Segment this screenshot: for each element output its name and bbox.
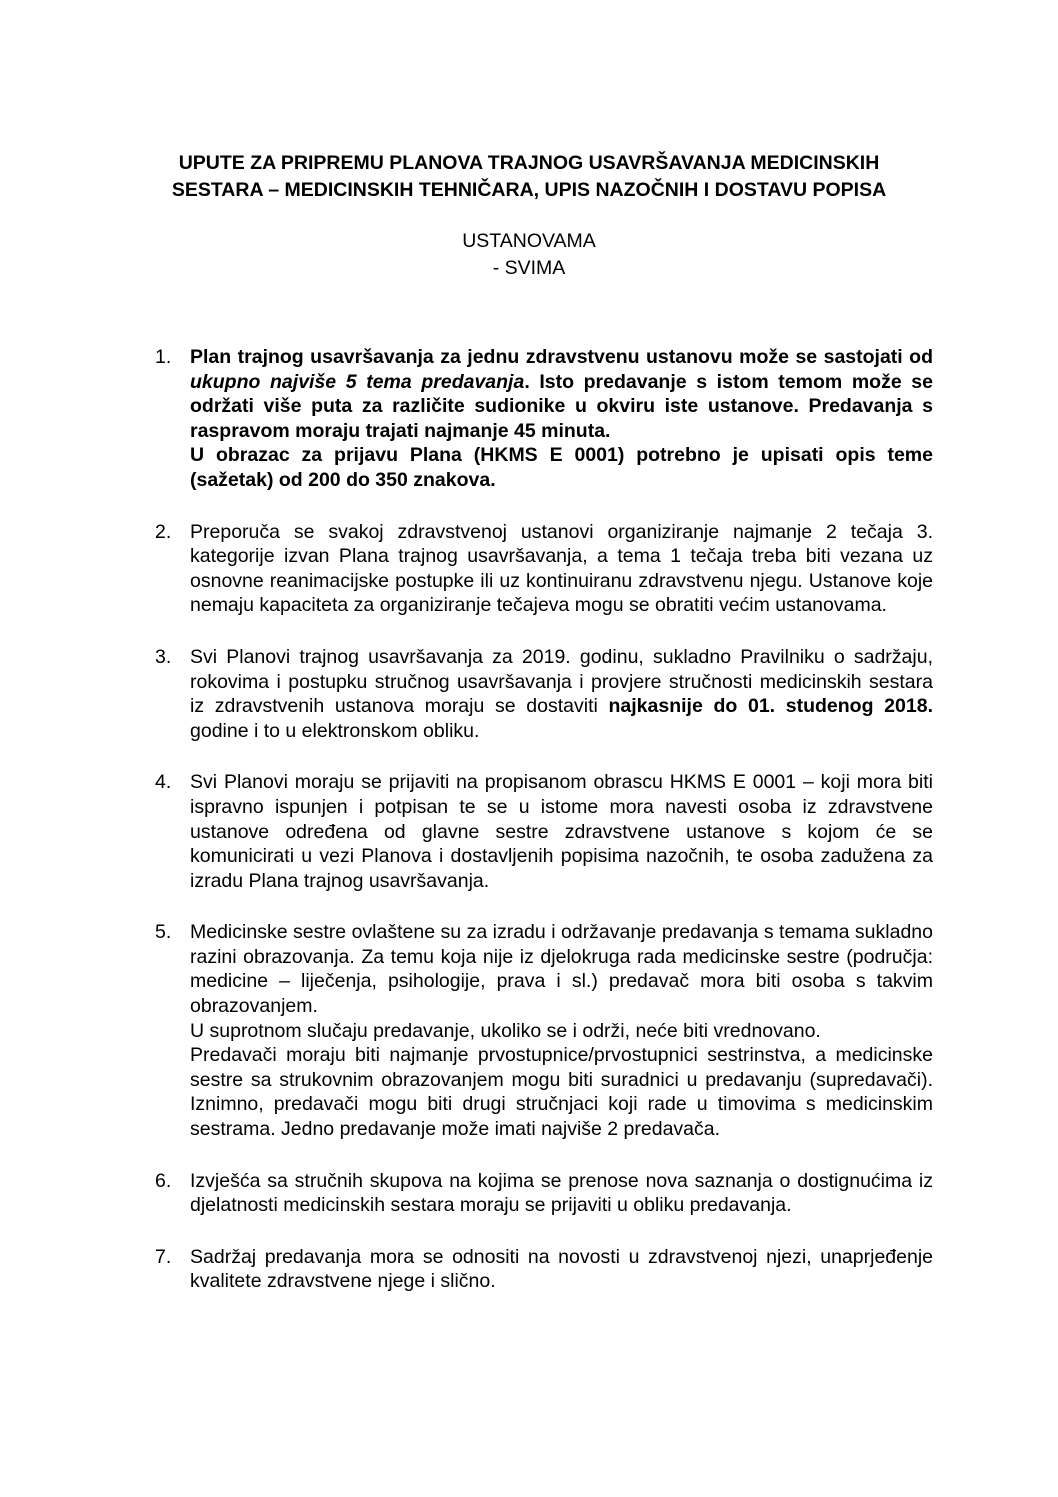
- instruction-item-2: [155, 520, 933, 618]
- item-text: Plan trajnog usavršavanja za jednu zdravstvenu ustanovu može se sastojati od: [190, 346, 933, 368]
- item-number: 2.: [155, 520, 172, 543]
- item-paragraph: Izvješća sa stručnih skupova na kojima se prenose nova saznanja o dostignućima iz djelatnosti medicinskih sestara moraju se prijaviti u obliku predavanja.: [190, 1169, 933, 1217]
- item-paragraph: U suprotnom slučaju predavanje, ukoliko se i održi, neće biti vrednovano.: [190, 1019, 821, 1042]
- item-text: Svi Planovi trajnog usavršavanja za 2019. godinu, sukladno Pravilniku o sadržaju, rokovima i postupku stručnog usavršavanja i provjere stručnosti medicinskih sestara iz zdravstvenih ustanova moraju se dostaviti: [190, 645, 933, 718]
- addressee-block: [100, 228, 958, 282]
- item-number: 5.: [155, 921, 172, 944]
- item-paragraph: Medicinske sestre ovlaštene su za izradu i održavanje predavanja s temama sukladno razini obrazovanja. Za temu koja nije iz djelokruga rada medicinske sestre (područja: medicine – liječenja, psihologije, prava i sl.) predavač mora biti osoba s takvim obrazovanjem.: [190, 921, 933, 1018]
- document-title: [100, 150, 958, 204]
- item-paragraph: Predavači moraju biti najmanje prvostupnice/prvostupnici sestrinstva, a medicinske sestre sa strukovnim obrazovanjem mogu biti suradnici u predavanju (supredavači). Iznimno, predavači mogu biti drugi stručnjaci koji rade u timovima s medicinskim sestrama. Jedno predavanje može imati najviše 2 predavača.: [190, 1044, 933, 1141]
- item-number: 6.: [155, 1169, 172, 1192]
- item-paragraph: Svi Planovi moraju se prijaviti na propisanom obrascu HKMS E 0001 – koji mora biti ispravno ispunjen i potpisan te se u istome mora navesti osoba iz zdravstvene ustanove određena od glavne sestre zdravstvene ustanove s kojom će se komunicirati u vezi Planova i dostavljenih popisima nazočnih, te osoba zadužena za izradu Plana trajnog usavršavanja.: [190, 771, 933, 892]
- item-paragraph: [190, 645, 933, 743]
- title-line-2: SESTARA – MEDICINSKIH TEHNIČARA, UPIS NAZOČNIH I DOSTAVU POPISA: [171, 179, 887, 201]
- item-number: 1.: [155, 346, 172, 368]
- instruction-item-3: [155, 645, 933, 743]
- item-text: godine i to u elektronskom obliku.: [190, 719, 480, 742]
- item-number: 3.: [155, 645, 172, 668]
- instruction-list: [155, 345, 933, 1321]
- instruction-item-6: [155, 1169, 933, 1218]
- item-text-emphasis: ukupno najviše 5 tema predavanja: [190, 370, 525, 393]
- instruction-item-1: [155, 345, 933, 493]
- item-paragraph: U obrazac za prijavu Plana (HKMS E 0001) potrebno je upisati opis teme (sažetak) od 200 do 350 znakova.: [190, 444, 933, 491]
- item-paragraph: Sadržaj predavanja mora se odnositi na novosti u zdravstvenoj njezi, unaprjeđenje kvalitete zdravstvene njege i slično.: [190, 1245, 933, 1293]
- instruction-item-7: [155, 1245, 933, 1294]
- instruction-item-5: [155, 920, 933, 1141]
- title-line-1: UPUTE ZA PRIPREMU PLANOVA TRAJNOG USAVRŠAVANJA MEDICINSKIH: [178, 152, 880, 174]
- addressee-line-1: USTANOVAMA: [462, 230, 596, 252]
- item-deadline: najkasnije do 01. studenog 2018.: [608, 695, 933, 718]
- item-paragraph: Preporuča se svakoj zdravstvenoj ustanovi organiziranje najmanje 2 tečaja 3. kategorije izvan Plana trajnog usavršavanja, a tema 1 tečaja treba biti vezana uz osnovne reanimacijske postupke ili uz kontinuiranu zdravstvenu njegu. Ustanove koje nemaju kapaciteta za organiziranje tečajeva mogu se obratiti većim ustanovama.: [190, 520, 933, 617]
- item-number: 7.: [155, 1245, 172, 1268]
- instruction-item-4: [155, 770, 933, 893]
- item-paragraph: [190, 345, 933, 443]
- item-number: 4.: [155, 771, 172, 794]
- addressee-line-2: - SVIMA: [492, 257, 566, 279]
- item-text: . Isto predavanje s istom temom može se održati više puta za različite sudionike u okviru iste ustanove. Predavanja s raspravom moraju trajati najmanje 45 minuta.: [190, 370, 933, 442]
